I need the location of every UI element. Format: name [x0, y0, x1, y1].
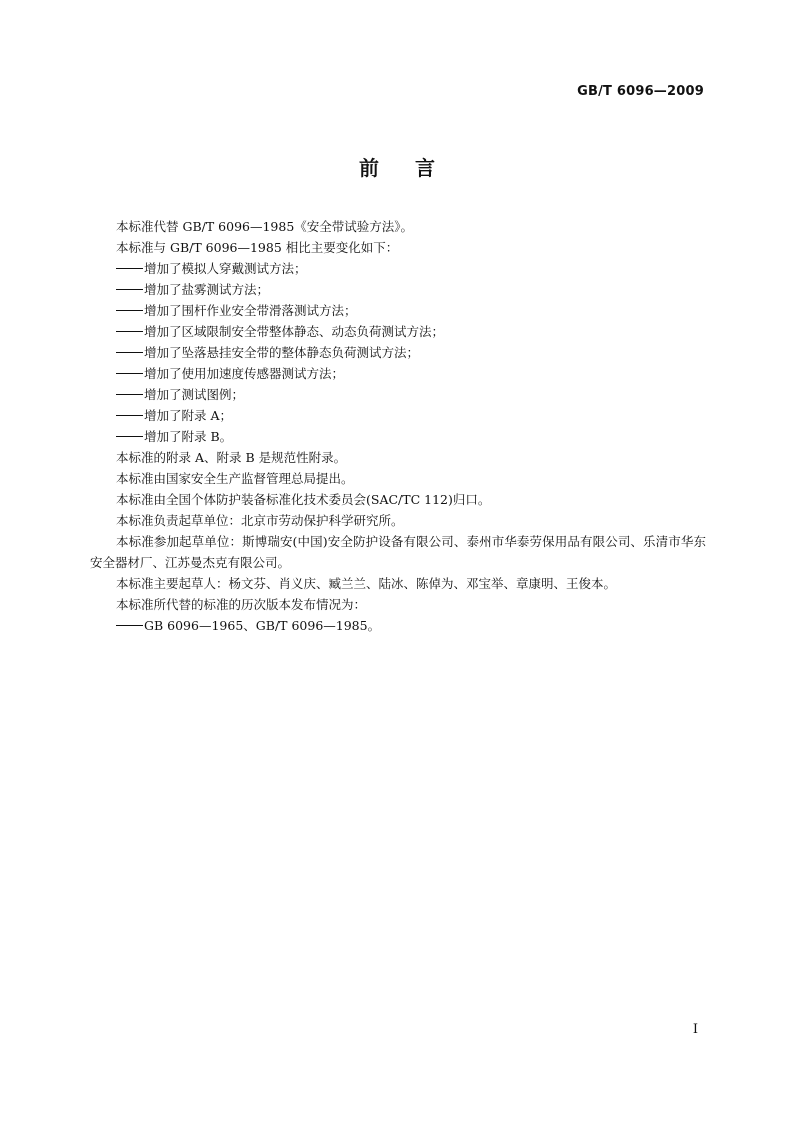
dash-mark [116, 289, 143, 290]
dash-mark [116, 268, 143, 269]
list-item [90, 321, 706, 342]
dash-mark [116, 625, 143, 626]
standard-code: GB/T 6096—2009 [577, 84, 704, 99]
list-item-text: 增加了测试图例； [144, 387, 245, 402]
paragraph-history-intro: 本标准所代替的标准的历次版本发布情况为： [116, 597, 367, 612]
dash-mark [116, 415, 143, 416]
paragraph-main-drafters: 本标准主要起草人：杨文芬、肖义庆、臧兰兰、陆冰、陈倬为、邓宝举、章康明、王俊本。 [116, 576, 617, 591]
dash-mark [116, 352, 143, 353]
list-item [90, 258, 706, 279]
dash-mark [116, 331, 143, 332]
list-item-text: 增加了坠落悬挂安全带的整体静态负荷测试方法； [144, 345, 420, 360]
paragraph-committee: 本标准由全国个体防护装备标准化技术委员会(SAC/TC 112)归口。 [116, 492, 491, 507]
list-item [90, 384, 706, 405]
list-item [90, 426, 706, 447]
list-item [90, 300, 706, 321]
dash-mark [116, 436, 143, 437]
paragraph-appendices: 本标准的附录 A、附录 B 是规范性附录。 [116, 450, 347, 465]
list-item-text: 增加了附录 A； [144, 408, 233, 423]
history-text: GB 6096—1965、GB/T 6096—1985。 [144, 618, 381, 633]
paragraph-replaces: 本标准代替 GB/T 6096—1985《安全带试验方法》。 [116, 219, 414, 234]
dash-mark [116, 373, 143, 374]
foreword-body [90, 216, 706, 636]
list-item-text: 增加了区域限制安全带整体静态、动态负荷测试方法； [144, 324, 445, 339]
list-item-text: 增加了围杆作业安全带滑落测试方法； [144, 303, 357, 318]
paragraph-main-changes: 本标准与 GB/T 6096—1985 相比主要变化如下： [116, 240, 399, 255]
list-item [90, 615, 706, 636]
list-item-text: 增加了使用加速度传感器测试方法； [144, 366, 345, 381]
dash-mark [116, 310, 143, 311]
list-item [90, 405, 706, 426]
dash-mark [116, 394, 143, 395]
list-item-text: 增加了附录 B。 [144, 429, 233, 444]
page-number: I [692, 1022, 698, 1037]
list-item [90, 363, 706, 384]
paragraph-proposed-by: 本标准由国家安全生产监督管理总局提出。 [116, 471, 354, 486]
list-item [90, 279, 706, 300]
list-item-text: 增加了模拟人穿戴测试方法； [144, 261, 307, 276]
page-title: 前言 [359, 156, 471, 180]
paragraph-lead-drafter: 本标准负责起草单位：北京市劳动保护科学研究所。 [116, 513, 404, 528]
paragraph-participating-drafters: 本标准参加起草单位：斯博瑞安(中国)安全防护设备有限公司、泰州市华泰劳保用品有限公司、乐清市华东安全器材厂、江苏曼杰克有限公司。 [90, 534, 706, 570]
list-item-text: 增加了盐雾测试方法； [144, 282, 270, 297]
list-item [90, 342, 706, 363]
